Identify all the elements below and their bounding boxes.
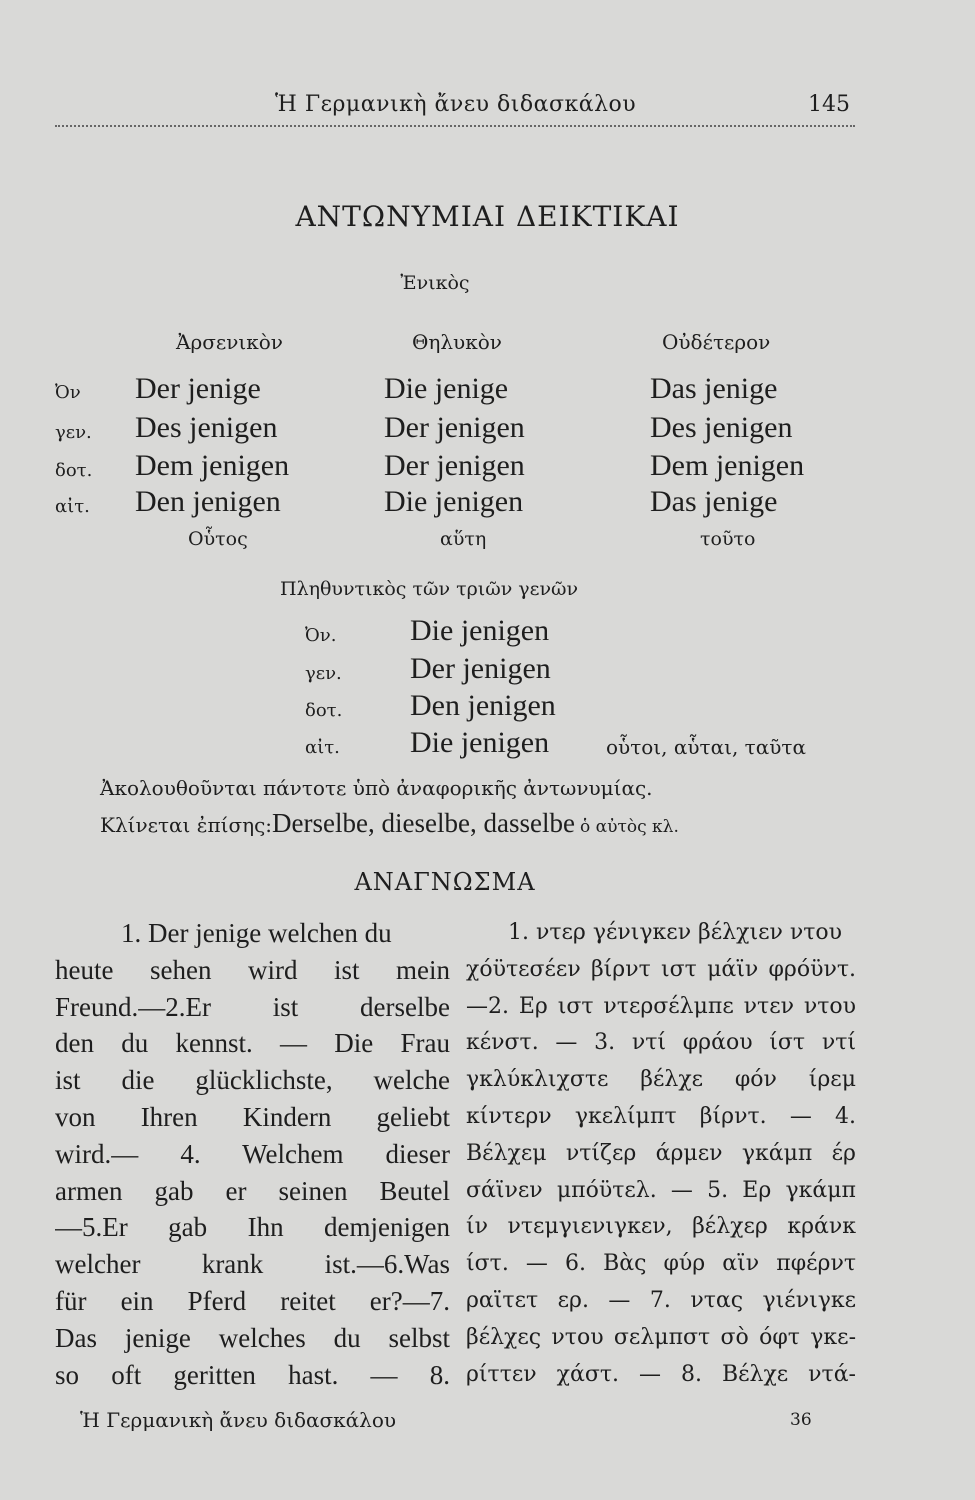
column-header-neuter: Οὐδέτερον	[662, 330, 771, 354]
masculine-form: Des jenigen	[135, 411, 278, 444]
german-line: —5.Er gab Ihn demjenigen	[55, 1212, 450, 1243]
case-label: Ὀν	[55, 382, 81, 403]
pronunciation-line: βέλχες ντου σελμπστ σὸ όφτ γκε-	[466, 1324, 856, 1350]
german-line: so oft geritten hast. — 8.	[55, 1359, 450, 1390]
neuter-form: Dem jenigen	[650, 449, 805, 482]
feminine-form: Der jenigen	[384, 411, 525, 444]
header-rule	[55, 125, 855, 127]
german-line: 1. Der jenige welchen du	[121, 918, 392, 948]
pronunciation-line: χόϋτεσέεν βίρντ ιστ μάϊν φρόϋντ.	[466, 956, 856, 982]
german-line: heute sehen wird ist mein	[55, 954, 450, 985]
masculine-form: Den jenigen	[135, 485, 281, 518]
footer-signature: Ἡ Γερμανικὴ ἄνευ διδασκάλου	[80, 1408, 397, 1432]
plural-case-label: γεν.	[305, 663, 342, 684]
pronunciation-line: κένστ. — 3. ντί φράου ίστ ντί	[466, 1030, 856, 1056]
plural-label: Πληθυντικὸς τῶν τριῶν γενῶν	[280, 578, 579, 600]
german-line: ist die glücklichste, welche	[55, 1065, 450, 1096]
german-line: Das jenige welches du selbst	[55, 1322, 450, 1353]
column-header-feminine: Θηλυκὸν	[412, 330, 502, 354]
neuter-form: Des jenigen	[650, 411, 793, 444]
plural-case-label: δοτ.	[305, 700, 343, 721]
feminine-form: Die jenigen	[384, 485, 524, 518]
masculine-form: Der jenige	[135, 372, 261, 405]
pronunciation-line: ίν ντεμγιενιγκεν, βέλχερ κράνκ	[466, 1214, 856, 1240]
masculine-form: Dem jenigen	[135, 449, 290, 482]
german-line: den du kennst. — Die Frau	[55, 1028, 450, 1059]
plural-form: Der jenigen	[410, 652, 551, 685]
pronunciation-line: γκλύκλιχστε βέλχε φόν ίρεμ	[466, 1067, 856, 1093]
singular-label: Ἐνικὸς	[400, 272, 470, 294]
section-title: ΑΝΤΩΝΥΜΙΑΙ ΔΕΙΚΤΙΚΑΙ	[295, 200, 680, 233]
running-title: Ἡ Γερμανικὴ ἄνευ διδασκάλου	[275, 92, 637, 117]
feminine-form: Der jenigen	[384, 449, 525, 482]
case-label: αἰτ.	[55, 496, 90, 517]
pronunciation-line: Βέλχεμ ντίζερ άρμεν γκάμπ έρ	[466, 1140, 856, 1166]
greek-equivalent-neuter: τοῦτο	[700, 528, 756, 550]
german-line: Freund.—2.Er ist derselbe	[55, 991, 450, 1022]
neuter-form: Das jenige	[650, 485, 778, 518]
german-reading-text	[55, 915, 450, 1393]
plural-form: Die jenigen	[410, 614, 550, 647]
declension-note-intro: Κλίνεται ἐπίσης:	[100, 813, 273, 837]
pronunciation-line: —2. Ερ ιστ ντερσέλμπε ντεν ντου	[466, 993, 856, 1019]
pronunciation-line: ραϊτετ ερ. — 7. ντας γιένιγκε	[466, 1287, 856, 1313]
pronunciation-text	[466, 915, 856, 1393]
pronunciation-line: σάϊνεν μπόϋτελ. — 5. Ερ γκάμπ	[466, 1177, 856, 1203]
plural-form: Den jenigen	[410, 689, 556, 722]
pronunciation-line: 1. ντερ γένιγκεν βέλχιεν ντου	[508, 920, 843, 945]
usage-note: Ἀκολουθοῦνται πάντοτε ὑπὸ ἀναφορικῆς ἀντωνυμίας.	[100, 776, 653, 800]
declension-note	[100, 808, 679, 839]
german-line: von Ihren Kindern geliebt	[55, 1101, 450, 1132]
greek-equivalent-feminine: αὕτη	[440, 528, 487, 550]
greek-equivalent-masculine: Οὗτος	[188, 528, 248, 550]
declension-note-greek: ὁ αὐτὸς κλ.	[580, 817, 679, 837]
plural-greek-equivalent: οὗτοι, αὗται, ταῦτα	[606, 735, 806, 759]
german-line: für ein Pferd reitet er?—7.	[55, 1285, 450, 1316]
feminine-form: Die jenige	[384, 372, 509, 405]
case-label: γεν.	[55, 422, 92, 443]
reading-title: ΑΝΑΓΝΩΣΜΑ	[354, 868, 536, 896]
sheet-number: 36	[790, 1410, 812, 1430]
neuter-form: Das jenige	[650, 372, 778, 405]
plural-case-label: Ὀν.	[305, 625, 337, 646]
pronunciation-line: ρίττεν χάστ. — 8. Βέλχε ντά-	[466, 1361, 856, 1387]
plural-case-label: αἰτ.	[305, 737, 340, 758]
plural-form: Die jenigen	[410, 726, 550, 759]
german-line: welcher krank ist.—6.Was	[55, 1249, 450, 1280]
pronunciation-line: κίντερν γκελίμπτ βίρντ. — 4.	[466, 1103, 856, 1129]
german-line: armen gab er seinen Beutel	[55, 1175, 450, 1206]
page-number: 145	[808, 92, 850, 117]
declension-note-german: Derselbe, dieselbe, dasselbe	[272, 808, 575, 838]
pronunciation-line: ίστ. — 6. Βὰς φύρ αϊν πφέρντ	[466, 1251, 856, 1277]
column-header-masculine: Ἀρσενικὸν	[176, 330, 283, 354]
case-label: δοτ.	[55, 460, 93, 481]
german-line: wird.— 4. Welchem dieser	[55, 1138, 450, 1169]
